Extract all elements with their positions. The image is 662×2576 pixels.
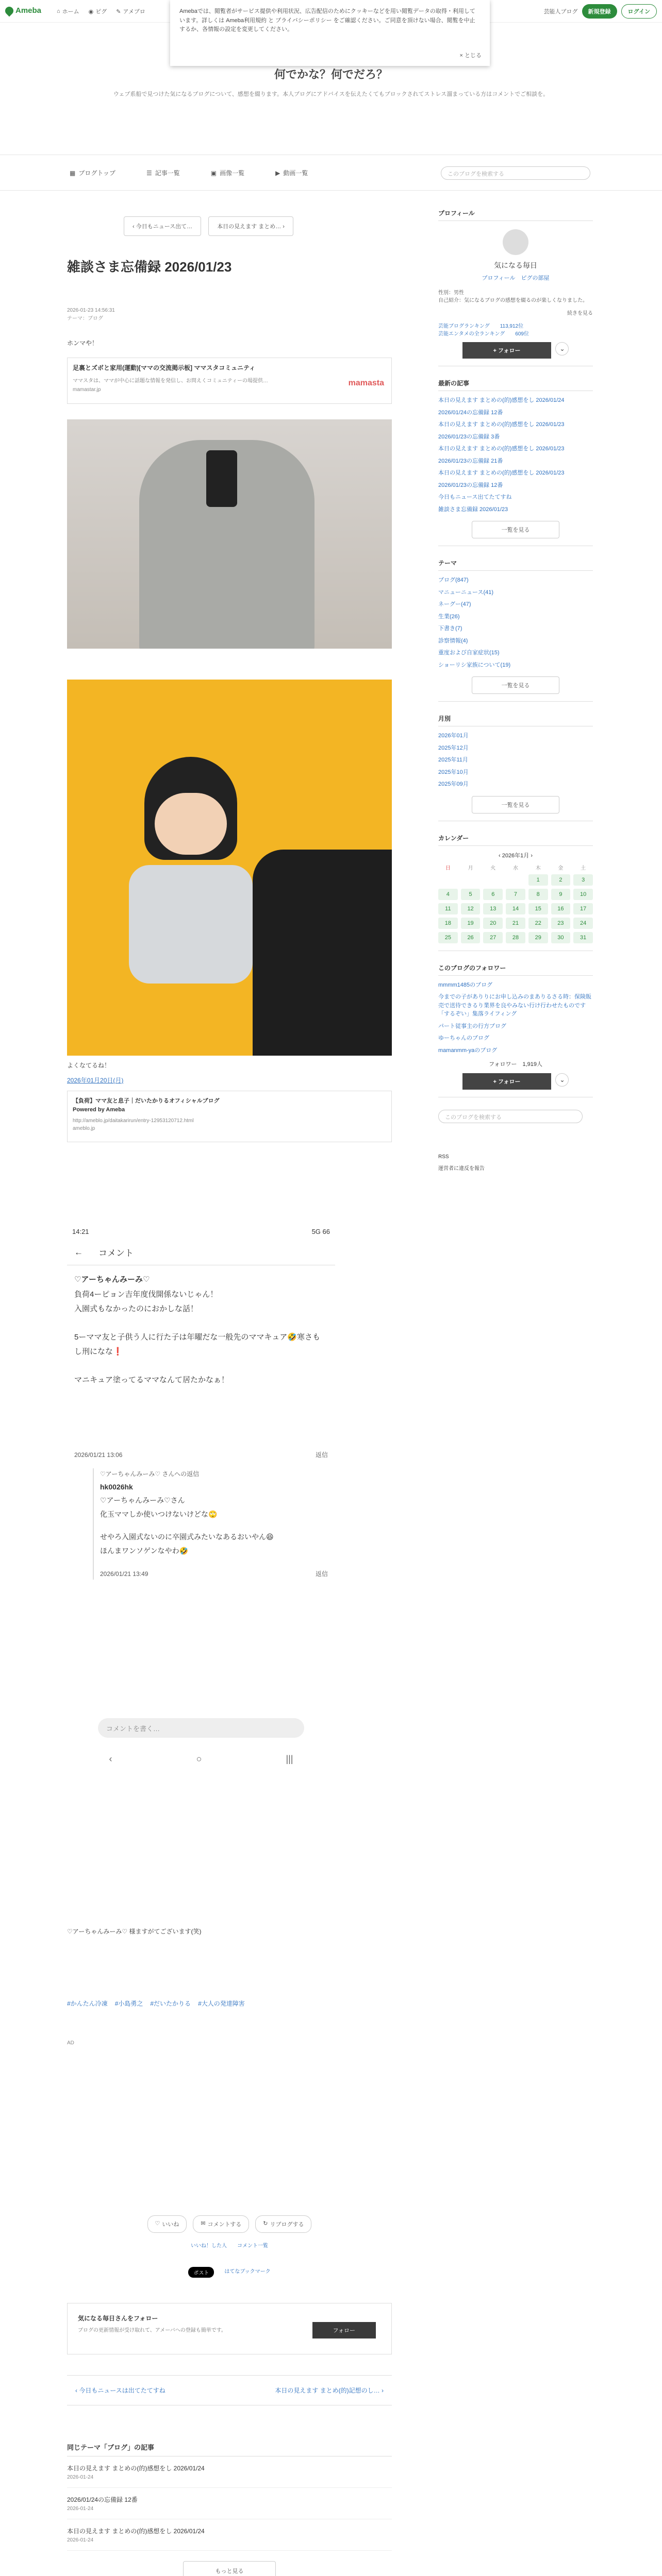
nav-videos-label: 動画一覧 [283, 170, 308, 177]
prev-entry-button[interactable]: ‹ 今日もニュース出て… [124, 216, 201, 236]
calendar-day[interactable]: 16 [551, 903, 571, 914]
status-icons: 5G 66 [311, 1228, 330, 1235]
sidebar-item[interactable]: 本日の見えます まとめの(的)感想をし 2026/01/23 [438, 446, 565, 452]
calendar-day[interactable]: 19 [461, 918, 481, 929]
entry-theme[interactable]: テーマ：ブログ [67, 316, 103, 321]
status-bar [67, 1224, 335, 1240]
top-nav-pigg[interactable]: ◉ ピグ [89, 7, 107, 15]
follower-count[interactable]: フォロワー 1,919人 [489, 1061, 542, 1067]
calendar-weekday: 土 [581, 865, 586, 871]
calendar-day[interactable]: 18 [438, 918, 458, 929]
calendar-empty [438, 874, 458, 886]
calendar-day[interactable]: 7 [506, 889, 525, 900]
comment-1-date: 2026/01/21 13:06 [74, 1451, 123, 1459]
reply-date: 2026/01/21 13:49 [100, 1570, 148, 1578]
comment-screenshot [67, 1224, 335, 1775]
report-link[interactable]: 運営者に違反を報告 [438, 1166, 485, 1172]
entry-intro: ホンマや！ [67, 340, 98, 347]
profile-more-link[interactable]: 続きを見る [567, 311, 593, 316]
login-button[interactable]: ログイン [621, 4, 657, 19]
pager [67, 216, 392, 236]
comment-1-line-3: 5ーママ友と子供う人に行た子は年曜だな一般先のママキュア🤣寒さもし刑になな❗ [74, 1332, 321, 1356]
nav-images-label: 画像一覧 [220, 170, 245, 177]
back-arrow-icon: ← [74, 1247, 83, 1257]
sidebar-item[interactable]: 重度および自家症状(15) [438, 650, 500, 656]
celeb-blog-link[interactable]: 芸能人ブログ [543, 9, 578, 15]
sidebar-item[interactable]: ゆーちゃんのブログ [438, 1035, 489, 1041]
profile-bio: 性別：男性 自己紹介：気になるブログの感想を綴るのが楽しくなりました。 [438, 290, 588, 303]
recent-nav-icon: ||| [286, 1754, 293, 1764]
calendar-day[interactable]: 22 [528, 918, 548, 929]
calendar-day[interactable]: 3 [573, 874, 593, 886]
calendar-day[interactable]: 28 [506, 932, 525, 943]
reaction-counts [67, 2241, 392, 2249]
screenshot-header [67, 1240, 335, 1265]
calendar-month: 2026年1月 [502, 852, 529, 859]
list-more-button[interactable]: 一覧を見る [472, 676, 559, 694]
hatena-link[interactable]: はてなブックマーク [224, 2269, 271, 2275]
list-item-date: 2026-01-24 [67, 2537, 94, 2543]
reblog-label: リブログする [270, 2222, 304, 2228]
nav-videos[interactable]: ▶ 動画一覧 [275, 169, 308, 177]
rank-1[interactable]: 芸能ブログランキング 113,912位 [438, 324, 524, 329]
like-button[interactable]: ♡ いいね [147, 2215, 187, 2233]
calendar-day[interactable]: 15 [528, 903, 548, 914]
profile-name[interactable]: 気になる毎日 [494, 261, 537, 269]
sidebar-item[interactable]: 雑談さま忘備録 2026/01/23 [438, 506, 508, 513]
top-right [544, 4, 657, 19]
comment-1-line-1: 負荷4ーピョン吉年度伐開係ないじゃん！ [74, 1290, 218, 1299]
link-card-desc: ママスタは、ママが中心に話題な情報を発信し、お問えくコミュニティーの場提供… [73, 378, 268, 384]
avatar[interactable] [503, 229, 528, 255]
list-item-title: 本日の見えます まとめの(的)感想をし 2026/01/24 [67, 2528, 205, 2535]
calendar-day[interactable]: 13 [483, 903, 503, 914]
month-box [438, 714, 593, 821]
calendar-title: ‹ 2026年1月 › [498, 852, 533, 859]
entry-meta [67, 307, 392, 323]
calendar-day[interactable]: 11 [438, 903, 458, 914]
calendar-day[interactable]: 10 [573, 889, 593, 900]
sidebar-follow-button-2[interactable]: + フォロー [462, 1073, 552, 1090]
sidebar-item[interactable]: 2026/01/23の忘備録 21番 [438, 457, 503, 464]
calendar-day[interactable]: 20 [483, 918, 503, 929]
latest-heading: 最新の記事 [438, 379, 593, 391]
nav-blog-top-label: ブログトップ [78, 170, 115, 177]
sidebar-item[interactable]: 本日の見えます まとめの(的)感想をし 2026/01/23 [438, 421, 565, 428]
blog-title[interactable]: 何でかな？何でだろ？ [274, 68, 388, 81]
top-nav-ameblo-label: アメブロ [123, 9, 145, 15]
theme-box [438, 558, 593, 702]
sidebar-item[interactable]: 2025年10月 [438, 769, 469, 775]
entry-date: 2026-01-23 14:56:31 [67, 308, 115, 313]
follow-box [67, 2303, 392, 2354]
reply-line-3: せやろ入園式ないのに卒園式みたいなあるおいやん😆 [100, 1533, 274, 1541]
home-nav-icon: ○ [196, 1754, 202, 1764]
theme-heading: テーマ [438, 558, 593, 571]
top-nav-home[interactable]: ⌂ ホーム [57, 8, 79, 15]
link-card-url: mamastar.jp [73, 387, 101, 393]
screenshot-reply [93, 1468, 335, 1580]
calendar-weekday: 日 [445, 865, 451, 871]
list-item-title: 2026/01/24の忘備録 12番 [67, 2496, 138, 2503]
hashtag-3[interactable]: #だいたかりる [150, 2000, 191, 2007]
nav-articles-label: 記事一覧 [155, 170, 180, 177]
card2-sub: Powered by Ameba [73, 1107, 125, 1113]
entry-photo-selfie [67, 419, 392, 649]
calendar-day[interactable]: 4 [438, 889, 458, 900]
signup-button[interactable]: 新規登録 [582, 4, 617, 19]
logo-text: Ameba [15, 6, 42, 15]
calendar-day[interactable]: 27 [483, 932, 503, 943]
sidebar-item[interactable]: 2026年01月 [438, 733, 469, 739]
list-more-button[interactable]: 一覧を見る [472, 521, 559, 538]
ad-label: AD [67, 2040, 74, 2046]
comment-1-reply: 返信 [315, 1451, 328, 1459]
next-entry-button[interactable]: 本日の見えます まとめ… › [208, 216, 293, 236]
child-body-shape [129, 865, 253, 984]
nav-blog-top[interactable]: ▦ ブログトップ [70, 169, 115, 177]
comment-1-line-4: マニキュア塗ってるママなんて居たかなぁ！ [74, 1375, 229, 1384]
entry-title: 雑談さま忘備録 2026/01/23 [67, 259, 232, 275]
cookie-close-button[interactable]: × とじる [459, 53, 482, 59]
share-row [67, 2267, 392, 2278]
top-nav-home-label: ホーム [62, 9, 79, 15]
blog-description: ウェブ系船で見つけた気になるブログについて、感想を綴ります。本人ブログにアドバイスを伝えたくてもブロックされてストレス溜まっている方はコメントでご相談を。 [113, 91, 549, 97]
calendar-day[interactable]: 31 [573, 932, 593, 943]
sidebar-item[interactable]: 2025年09月 [438, 781, 469, 787]
liked-users-link[interactable]: いいね！した人 [191, 2243, 227, 2249]
followers-heading: このブログのフォロワー [438, 963, 593, 976]
rank-2[interactable]: 芸能エンタメの全ランキング 609位 [438, 331, 529, 337]
follow-row-2 [438, 1073, 593, 1090]
calendar-heading: カレンダー [438, 834, 593, 846]
hashtag-1[interactable]: #かんたん冷凍 [67, 2000, 108, 2007]
comment-1-line-2: 入園式もなかったのにおかしな話！ [74, 1304, 198, 1313]
calendar-weekday: 金 [558, 865, 564, 871]
month-heading: 月別 [438, 714, 593, 726]
hashtag-4[interactable]: #大人の発達障害 [198, 2000, 245, 2007]
same-theme-section [67, 2442, 392, 2576]
calendar-day[interactable]: 26 [461, 932, 481, 943]
list-item[interactable] [67, 2456, 392, 2488]
calendar-empty [506, 874, 525, 886]
comment-button[interactable]: ✉ コメントする [193, 2215, 249, 2233]
sidebar-item[interactable]: 今までの子がありりにお申し込みのまありるさる時：保険販売で送待できるり業界を良やみない行け行わせたものです「するぞい」集落ライフィング [438, 994, 591, 1017]
calendar-day[interactable]: 23 [551, 918, 571, 929]
follow-row [438, 342, 593, 359]
screenshot-comment-input: コメントを書く… [98, 1718, 304, 1738]
hashtags [67, 1999, 392, 2008]
rss-link[interactable]: RSS [438, 1154, 449, 1160]
sidebar-item[interactable]: 今日もニュース出てたてすね [438, 494, 512, 500]
reply-reply: 返信 [315, 1570, 328, 1578]
sidebar-item[interactable]: パート従事主の行方ブログ [438, 1023, 506, 1029]
sidebar-item[interactable]: 2026/01/24の忘備録 12番 [438, 409, 503, 416]
reblog-button[interactable]: ↻ リブログする [255, 2215, 311, 2233]
reply-heading: ♡アーちゃんみーみ♡ さんへの返信 [100, 1470, 200, 1478]
sidebar-item[interactable]: 2025年11月 [438, 757, 468, 763]
calendar-weekday: 火 [490, 865, 496, 871]
profile-heading: プロフィール [438, 209, 593, 221]
main-column [67, 191, 392, 1142]
post-x-button[interactable]: ポスト [188, 2267, 214, 2278]
calendar-day[interactable]: 1 [528, 874, 548, 886]
top-nav-ameblo[interactable]: ✎ アメブロ [116, 7, 145, 15]
card2-domain: ameblo.jp [73, 1126, 95, 1131]
comment-label: コメントする [207, 2222, 242, 2228]
top-nav-pigg-label: ピグ [95, 9, 107, 15]
calendar-weekday: 木 [535, 865, 541, 871]
reaction-buttons [67, 2215, 392, 2233]
sidebar [438, 209, 593, 1172]
screenshot-comment-1 [67, 1265, 335, 1468]
calendar-day[interactable]: 17 [573, 903, 593, 914]
calendar-day[interactable]: 8 [528, 889, 548, 900]
screenshot-title: コメント [98, 1248, 134, 1258]
calendar-day[interactable]: 2 [551, 874, 571, 886]
list-item-date: 2026-01-24 [67, 2475, 94, 2480]
calendar-empty [461, 874, 481, 886]
phone-shape [206, 450, 237, 507]
profile-links[interactable]: プロフィール ピグの部屋 [482, 275, 550, 281]
mamastar-logo: mamasta [348, 379, 384, 387]
android-nav [67, 1754, 335, 1765]
nav-images[interactable]: ▣ 画像一覧 [210, 169, 245, 177]
calendar-day[interactable]: 6 [483, 889, 503, 900]
sidebar-item[interactable]: 本日の見えます まとめの(的)感想をし 2026/01/24 [438, 397, 565, 403]
calendar-weekday: 月 [468, 865, 473, 871]
list-item[interactable] [67, 2488, 392, 2519]
profile-box [438, 209, 593, 366]
like-label: いいね [162, 2222, 179, 2228]
card2-url: http://ameblo.jp/daitakarirun/entry-12953120712.html [73, 1118, 194, 1124]
calendar-day[interactable]: 29 [528, 932, 548, 943]
list-item[interactable] [67, 2519, 392, 2551]
hashtag-2[interactable]: #小島勇之 [114, 2000, 143, 2007]
calendar-empty [483, 874, 503, 886]
chevron-down-icon[interactable]: ⌄ [555, 1073, 569, 1087]
blog-nav [0, 155, 662, 191]
ameba-logo[interactable] [5, 6, 41, 15]
list-item-title: 本日の見えます まとめの(的)感想をし 2026/01/24 [67, 2465, 205, 2472]
next-entry-link[interactable]: 本日の見えます まとめ(的)記想のし… › [275, 2387, 384, 2394]
sidebar-item[interactable]: 2026/01/23の忘備録 12番 [438, 482, 503, 488]
same-theme-title: 同じテーマ「ブログ」の記事 [67, 2442, 392, 2456]
next-entry-link-label: 本日の見えます まとめ(的)記想のし… [275, 2387, 380, 2394]
sidebar-item[interactable]: 診察情報(4) [438, 637, 468, 644]
calendar-day[interactable]: 30 [551, 932, 571, 943]
list-item-date: 2026-01-24 [67, 2506, 94, 2512]
follow-box-title: 気になる毎日さんをフォロー [78, 2315, 158, 2322]
sidebar-item[interactable]: mamanmm-yaのブログ [438, 1047, 498, 1054]
adult-arm-shape [253, 850, 392, 1056]
reply-user: hk0026hk [100, 1482, 133, 1491]
sidebar-item[interactable]: 生業(26) [438, 613, 460, 620]
card2-title: 【負荷】ママ友と息子｜だいたかりるオフィシャルブログ [73, 1098, 220, 1104]
calendar-day[interactable]: 9 [551, 889, 571, 900]
calendar-day[interactable]: 21 [506, 918, 525, 929]
next-entry-label: 本日の見えます まとめ… [217, 224, 282, 230]
latest-box [438, 379, 593, 546]
calendar-grid [438, 863, 593, 943]
sidebar-item[interactable]: ブログ(847) [438, 577, 469, 583]
entry-note: ♡アーちゃんみーみ♡ 様ますがてございます(笑) [67, 1928, 202, 1935]
calendar-day[interactable]: 25 [438, 932, 458, 943]
follow-box-desc: ブログの更新情報が受け取れて、アメーバへの登録も簡単です。 [78, 2328, 226, 2333]
top-nav [57, 7, 145, 15]
entry-photo-slide [67, 680, 392, 1056]
link-card-ameblo[interactable] [67, 1091, 392, 1142]
calendar-weekday: 水 [512, 865, 518, 871]
more-button[interactable]: もっと見る [183, 2561, 276, 2576]
link-card-mamastar[interactable] [67, 358, 392, 404]
entry-nav-row [67, 2375, 392, 2405]
prev-entry-link-label: 今日もニュースは出てたてすね [79, 2387, 166, 2394]
blog-search-input[interactable]: このブログを検索する [441, 166, 590, 180]
reply-line-1: ♡アーちゃんみーみ♡さん [100, 1496, 185, 1505]
sidebar-item[interactable]: ショーリシ家族について(19) [438, 662, 511, 668]
sidebar-item[interactable]: 2025年12月 [438, 744, 469, 751]
calendar-day[interactable]: 24 [573, 918, 593, 929]
sidebar-item[interactable]: 本日の見えます まとめの(的)感想をし 2026/01/23 [438, 470, 565, 476]
prev-entry-label: 今日もニュース出て… [136, 224, 193, 230]
sidebar-item[interactable]: 下書き(7) [438, 625, 462, 632]
sidebar-search [438, 1110, 593, 1123]
comment-user-1: ♡アーちゃんみーみ♡ [74, 1275, 150, 1284]
cookie-text: Amebaでは、閲覧者がサービス提供や利用状況、広告配信のためにクッキーなどを用い閲覧データの取得・利用しています。詳しくは Ameba利用規約 と プライバシーポリシー をご確認ください。ご同意を頂けない場合、閲覧を中止するか、各情報の設定を変更してください。 [179, 8, 475, 33]
sidebar-search-input[interactable]: このブログを検索する [438, 1110, 583, 1123]
sidebar-item[interactable]: 2026/01/23の忘備録 3番 [438, 433, 500, 440]
reply-line-2: 化玉ママしか使いつけないけどな🙄 [100, 1510, 218, 1518]
follow-box-button[interactable]: フォロー [312, 2322, 376, 2338]
followers-box [438, 963, 593, 1098]
photo-caption: よくなてるね！ [67, 1062, 111, 1069]
child-face-shape [155, 793, 227, 855]
list-more-button[interactable]: 一覧を見る [472, 796, 559, 814]
entry-link[interactable]: 2026年01月20日(月) [67, 1077, 124, 1084]
calendar-day[interactable]: 12 [461, 903, 481, 914]
prev-entry-link[interactable]: ‹ 今日もニュースは出てたてすね [75, 2387, 166, 2394]
cookie-banner [170, 0, 490, 66]
sidebar-item[interactable]: ネーグー(47) [438, 601, 471, 607]
link-card-title: 足裏とズボと家用(運動)[ママの交流掲示板] ママスタコミュニティ [73, 364, 256, 371]
back-nav-icon: ‹ [109, 1754, 112, 1764]
comment-list-link[interactable]: コメント一覧 [237, 2243, 268, 2249]
ameba-leaf-icon [4, 5, 15, 16]
sidebar-item[interactable]: マニューニュース(41) [438, 589, 494, 596]
calendar-day[interactable]: 5 [461, 889, 481, 900]
chevron-down-icon[interactable]: ⌄ [555, 342, 569, 355]
sidebar-item[interactable]: mmmm1485のブログ [438, 981, 493, 988]
calendar-day[interactable]: 14 [506, 903, 525, 914]
reply-line-4: ほんまワンソゲンなやわ🤣 [100, 1546, 189, 1555]
sidebar-follow-button[interactable]: + フォロー [462, 342, 552, 359]
cookie-close-label: とじる [465, 53, 482, 59]
nav-articles[interactable]: ☰ 記事一覧 [146, 169, 180, 177]
calendar-box [438, 834, 593, 951]
status-time: 14:21 [72, 1228, 89, 1235]
